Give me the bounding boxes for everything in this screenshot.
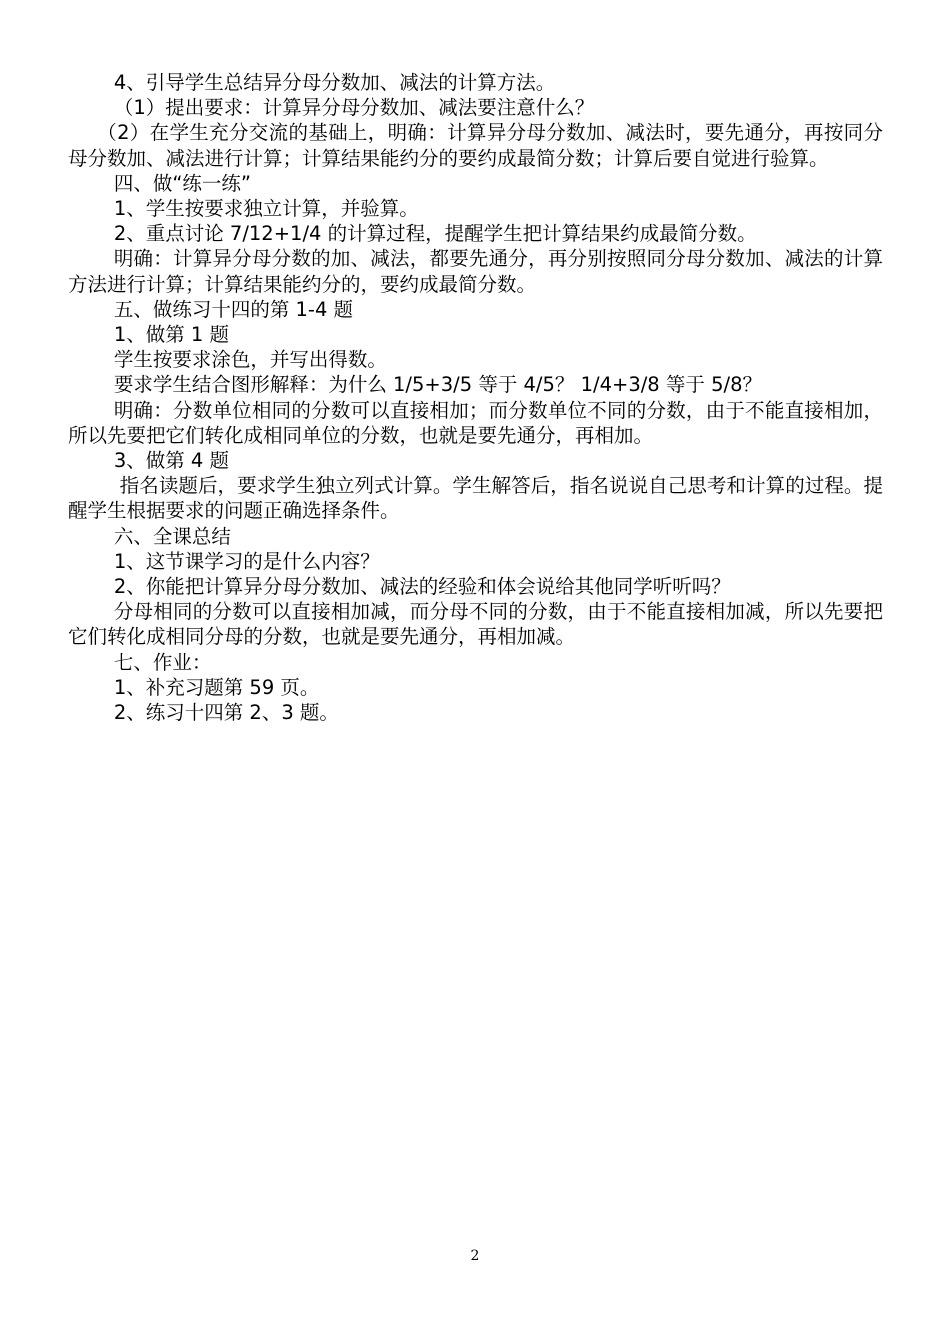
section-heading: 四、做“练一练” [113, 171, 252, 195]
section-heading: 七、作业： [113, 650, 212, 674]
paragraph: 分母相同的分数可以直接相加减，而分母不同的分数，由于不能直接相加减，所以先要把它们转化成相同分母的分数，也就是要先通分，再相加减。 [68, 600, 883, 649]
paragraph: 1、补充习题第 59 页。 [113, 675, 320, 699]
document-body [68, 70, 883, 725]
paragraph: 3、做第 4 题 [113, 449, 230, 473]
paragraph: 1、做第 1 题 [113, 323, 230, 347]
paragraph: 要求学生结合图形解释：为什么 1/5+3/5 等于 4/5？ 1/4+3/8 等于 5/8？ [113, 373, 762, 397]
paragraph: 2、练习十四第 2、3 题。 [113, 701, 339, 725]
page-number: 2 [470, 1248, 480, 1264]
paragraph: 1、这节课学习的是什么内容？ [113, 549, 380, 573]
section-heading: 六、全课总结 [113, 524, 231, 548]
paragraph: 明确：分数单位相同的分数可以直接相加；而分数单位不同的分数，由于不能直接相加，所以先要把它们转化成相同单位的分数，也就是要先通分，再相加。 [68, 398, 883, 447]
paragraph: 指名读题后，要求学生独立列式计算。学生解答后，指名说说自己思考和计算的过程。提醒学生根据要求的问题正确选择条件。 [68, 474, 883, 523]
paragraph: 2、重点讨论 7/12+1/4 的计算过程，提醒学生把计算结果约成最简分数。 [113, 222, 757, 246]
paragraph: 2、你能把计算异分母分数加、减法的经验和体会说给其他同学听听吗？ [113, 575, 731, 599]
paragraph: （2）在学生充分交流的基础上，明确：计算异分母分数加、减法时，要先通分，再按同分母分数加、减法进行计算；计算结果能约分的要约成最简分数；计算后要自觉进行验算。 [68, 121, 883, 170]
paragraph: 学生按要求涂色，并写出得数。 [113, 348, 387, 372]
paragraph: （1）提出要求：计算异分母分数加、减法要注意什么？ [113, 96, 595, 120]
paragraph: 4、引导学生总结异分母分数加、减法的计算方法。 [113, 71, 556, 94]
paragraph: 明确：计算异分母分数的加、减法，都要先通分，再分别按照同分母分数加、减法的计算方法进行计算；计算结果能约分的，要约成最简分数。 [68, 247, 883, 296]
paragraph: 1、学生按要求独立计算，并验算。 [113, 197, 419, 221]
section-heading: 五、做练习十四的第 1-4 题 [113, 297, 354, 321]
